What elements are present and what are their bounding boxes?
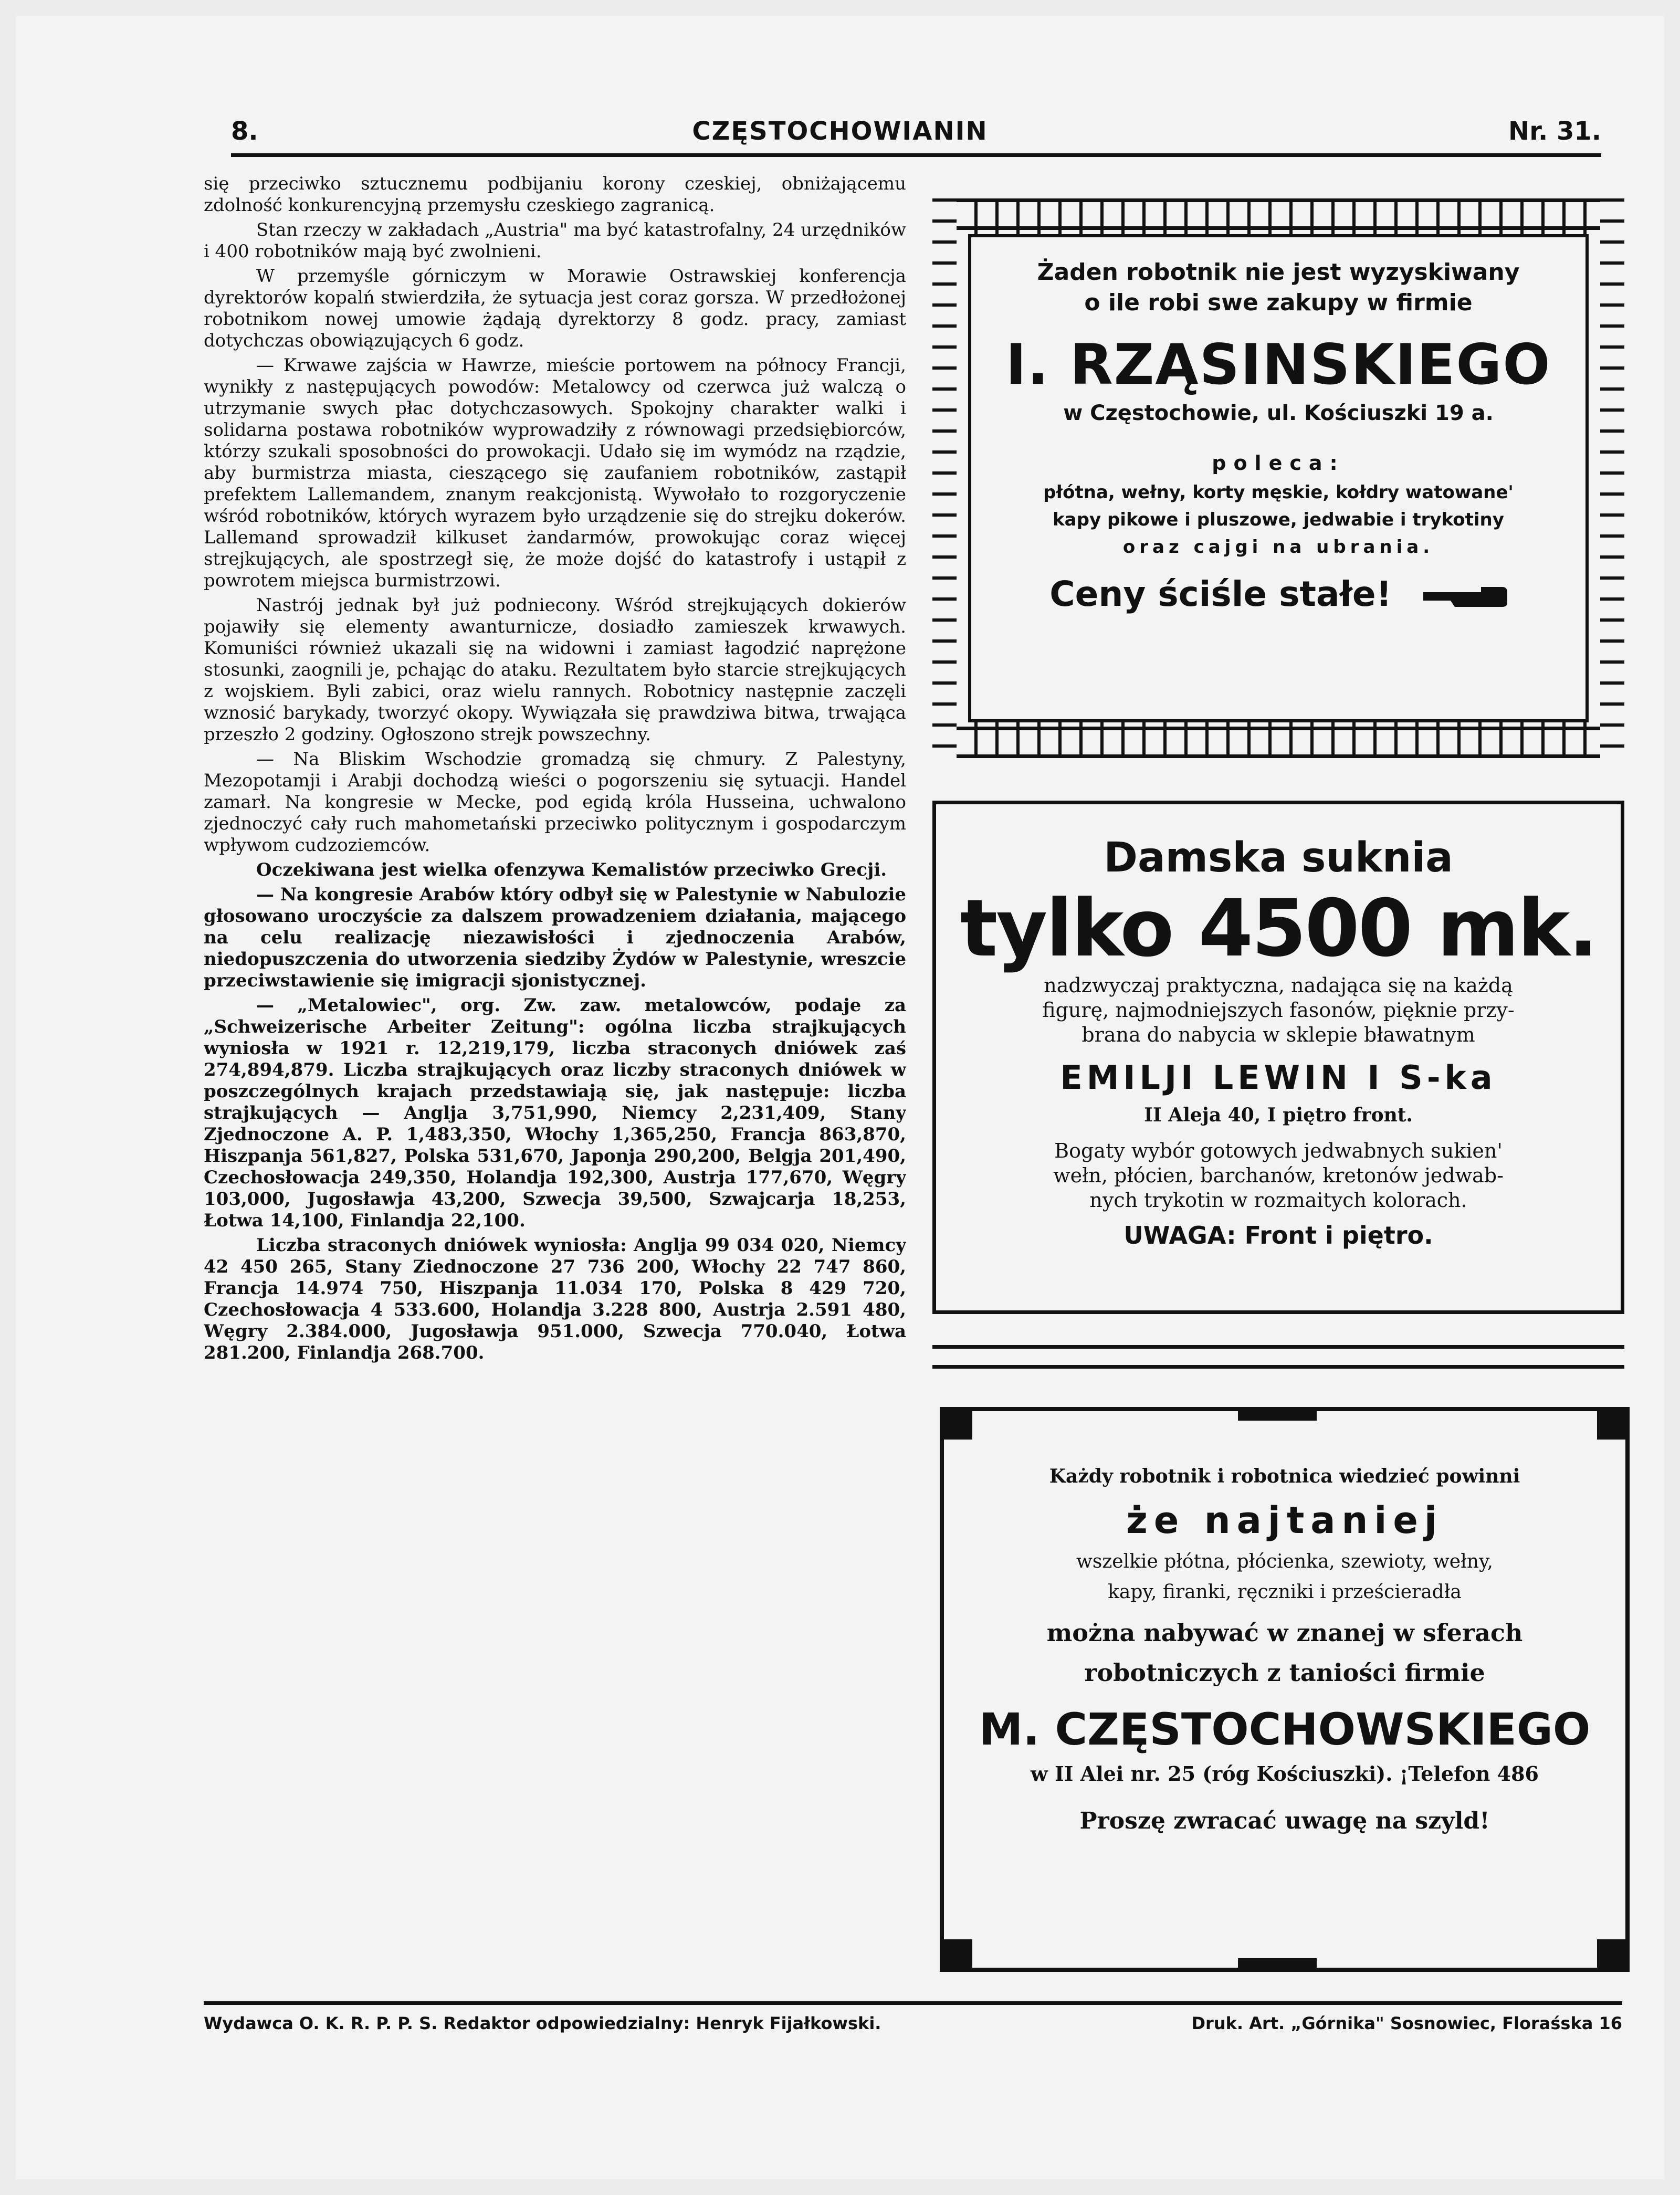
ad-goods: oraz cajgi na ubrania. <box>1122 537 1434 558</box>
ad-address: w Częstochowie, ul. Kościuszki 19 a. <box>1063 401 1494 425</box>
corner-block <box>1597 1411 1625 1440</box>
ad-firm-name: EMILJI LEWIN I S-ka <box>1060 1058 1497 1097</box>
ad-subheadline: o ile robi swe zakupy w firmie <box>1084 289 1473 316</box>
ad-text: robotniczych z taniości firmie <box>1084 1658 1485 1687</box>
ad-text: można nabywać w znanej w sferach <box>1046 1619 1523 1647</box>
ad-firm-name: I. RZĄSINSKIEGO <box>1005 332 1551 397</box>
ad-goods: płótna, wełny, korty męskie, kołdry watowane' <box>1043 482 1514 503</box>
article-paragraph: Oczekiwana jest wielka ofenzywa Kemalistów przeciwko Grecji. <box>256 859 887 880</box>
ad-description: wełn, płócien, barchanów, kretonów jedwab- <box>1053 1164 1504 1187</box>
ad-address: w II Alei nr. 25 (róg Kościuszki). ¡Telefon 486 <box>1031 1762 1539 1786</box>
border-bar <box>1238 1411 1317 1421</box>
ad-subheadline: że najtaniej <box>1126 1499 1443 1542</box>
article-paragraph: się przeciwko sztucznemu podbijaniu korony czeskiej, obniżającemu zdolność konkurencyjną przemysłu czeskiego zagranicą. <box>204 173 906 216</box>
article-paragraph: Stan rzeczy w zakładach „Austria" ma być katastrofalny, 24 urzędników i 400 robotników mają być zwolnieni. <box>204 219 906 262</box>
advertisement-rzasinski <box>932 198 1624 758</box>
ad-headline: Każdy robotnik i robotnica wiedzieć powinni <box>1049 1465 1520 1487</box>
advertisement-czestochowski <box>940 1407 1630 1972</box>
ad-slogan-line <box>971 568 1586 621</box>
article-paragraph: Liczba straconych dniówek wyniosła: Anglja 99 034 020, Niemcy 42 450 265, Stany Ziednoczone 27 736 200, Włochy 22 747 860, Francja 14.974 750, Hiszpanja 11.034 170, Polska 8 429 720, Czechosłowacja 4 533.600, Holandja 3.228 800, Austrja 2.591 480, Węgry 2.384.000, Jugosławja 951.000, Szwecja 770.040, Łotwa 281.200, Finlandja 268.700. <box>204 1235 906 1363</box>
article-paragraph: — Na Bliskim Wschodzie gromadzą się chmury. Z Palestyny, Mezopotamji i Arabji dochodzą wieści o pogorszeniu się sytuacji. Handel zamarł. Na kongresie w Mecke, pod egidą króla Husseina, uchwalono zjednoczyć cały ruch mahometański przeciwko politycznym i gospodarczym wpływom cudzoziemców. <box>204 749 906 856</box>
ad-description: nych trykotin w rozmaitych kolorach. <box>1089 1189 1467 1212</box>
pointing-hand-icon <box>1423 585 1507 608</box>
article-paragraph: — Na kongresie Arabów który odbył się w Palestynie w Nabulozie głosowano uroczyście za dalszem prowadzeniem działania, mającego na celu realizację niezawisłości i zjednoczenia Arabów, niedopuszczenia do utworzenia siedziby Żydów w Palestynie, wreszcie przeciwstawienie się imigracji sjonistycznej. <box>204 884 906 991</box>
border-bar <box>1238 1958 1317 1968</box>
corner-block <box>944 1411 972 1440</box>
ad-headline: Żaden robotnik nie jest wyzyskiwany <box>1037 259 1520 286</box>
issue-number: Nr. 31. <box>1508 117 1601 146</box>
page-number: 8. <box>231 117 258 146</box>
header-rule <box>231 153 1601 157</box>
double-rule <box>932 1365 1624 1369</box>
checker-border-bottom <box>957 727 1600 758</box>
ad-firm-name: M. CZĘSTOCHOWSKIEGO <box>979 1704 1591 1755</box>
footer-publisher: Wydawca O. K. R. P. P. S. Redaktor odpowiedzialny: Henryk Fijałkowski. <box>204 2013 881 2033</box>
article-paragraph: — Krwawe zajścia w Hawrze, mieście portowem na północy Francji, wynikły z następujących powodów: Metalowcy od czerwca już walczą o utrzymanie swych płac dotychczasowych. Spokojny charakter walki i solidarna postawa robotników wyprowadziły z równowagi przedsiębiorców, którzy szukali sposobności do prowokacji. Udało się im wymódz na rządzie, aby burmistrza miasta, cieszącego się zaufaniem robotników, zastąpił prefektem Lallemandem, znanym reakcjonistą. Wywołało to rozgoryczenie wśród robotników, których wyrazem było urządzenie się do strejku dokerów. Lallemand sprowadził kilkuset żandarmów, prowokując coraz więcej strejkujących, ale spostrzegł się, że może dojść do katastrofy i ustąpił z powrotem miejsca burmistrzowi. <box>204 355 906 591</box>
ad-slogan: Ceny ściśle stałe! <box>1049 574 1392 614</box>
corner-block <box>944 1939 972 1968</box>
newspaper-title: CZĘSTOCHOWIANIN <box>692 117 988 146</box>
checker-border-left <box>932 198 957 758</box>
checker-border-right <box>1600 198 1624 758</box>
ad-goods: kapy pikowe i pluszowe, jedwabie i trykotiny <box>1053 509 1504 530</box>
footer-rule <box>204 2001 1622 2005</box>
ad-address: II Aleja 40, I piętro front. <box>1144 1104 1413 1126</box>
ad-description: brana do nabycia w sklepie bławatnym <box>1082 1023 1475 1046</box>
double-rule <box>932 1345 1624 1349</box>
ad-note: Proszę zwracać uwagę na szyld! <box>1079 1808 1490 1834</box>
ad-headline: Damska suknia <box>1104 834 1453 881</box>
checker-border-top <box>957 198 1600 230</box>
ad-goods: wszelkie płótna, płócienka, szewioty, wełny, <box>1076 1551 1493 1572</box>
ad-description: figurę, najmodniejszych fasonów, pięknie przy- <box>1042 999 1515 1022</box>
ad-inner-frame <box>968 234 1589 722</box>
article-column <box>204 173 906 1979</box>
ad-recommends: poleca: <box>1212 451 1345 475</box>
ad-goods: kapy, firanki, ręczniki i prześcieradła <box>1108 1581 1462 1603</box>
ad-description: nadzwyczaj praktyczna, nadająca się na każdą <box>1044 974 1513 997</box>
article-paragraph: — „Metalowiec", org. Zw. zaw. metalowców, podaje za „Schweizerische Arbeiter Zeitung": ogólna liczba strajkujących wyniosła w 1921 r. 12,219,179, liczba straconych dniówek zaś 274,894,879. Liczba strajkujących oraz liczby straconych dniówek w poszczególnych krajach przedstawiają się, jak następuje: liczba strajkujących — Anglja 3,751,990, Niemcy 2,231,409, Stany Zjednoczone A. P. 1,483,350, Włochy 1,365,250, Francja 863,870, Hiszpanja 561,827, Polska 531,670, Japonja 290,200, Belgja 201,490, Czechosłowacja 249,350, Holandja 192,300, Austrja 177,670, Węgry 103,000, Jugosławja 43,200, Szwecja 39,500, Szwajcarja 18,253, Łotwa 14,100, Finlandja 22,100. <box>204 995 906 1231</box>
footer-printer: Druk. Art. „Górnika" Sosnowiec, Floraśska 16 <box>1191 2013 1622 2033</box>
ad-note: UWAGA: Front i piętro. <box>1124 1221 1433 1249</box>
ad-price: tylko 4500 mk. <box>960 883 1597 974</box>
article-paragraph: Nastrój jednak był już podniecony. Wśród strejkujących dokierów pojawiły się elementy awanturnicze, dosiadło zamieszek krwawych. Komuniści również ukazali się na widowni i zamiast łagodzić naprężone stosunki, zaognili je, pchając do ataku. Rezultatem było starcie strejkujących z wojskiem. Byli zabici, oraz wielu rannych. Robotnicy następnie zaczęli wznosić barykady, tworzyć okopy. Wywiązała się prawdziwa bitwa, trwająca przeszło 2 godziny. Ogłoszono strejk powszechny. <box>204 595 906 745</box>
article-paragraph: W przemyśle górniczym w Morawie Ostrawskiej konferencja dyrektorów kopalń stwierdziła, że sytuacja jest coraz gorsza. W przedłożonej robotnikom nowej umowie żądają dyrektorzy 8 godz. pracy, zamiast dotychczas obowiązujących 6 godz. <box>204 266 906 351</box>
advertisement-lewin <box>932 801 1624 1314</box>
corner-block <box>1597 1939 1625 1968</box>
ad-description: Bogaty wybór gotowych jedwabnych sukien' <box>1054 1139 1503 1162</box>
